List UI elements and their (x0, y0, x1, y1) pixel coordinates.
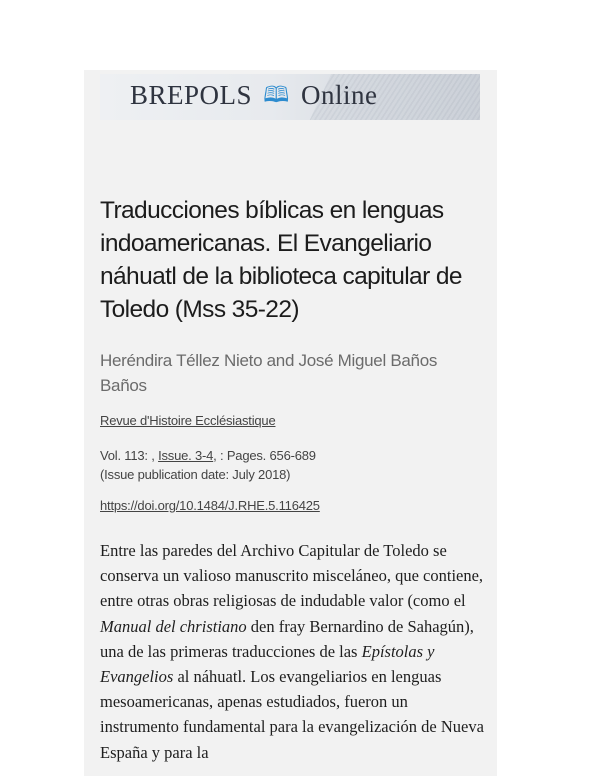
brand-name-left: BREPOLS (130, 80, 253, 110)
article-card (84, 70, 497, 776)
brand-logo (130, 80, 378, 118)
pages-text: , : Pages. 656-689 (213, 448, 316, 463)
abstract-italic-1: Manual del christiano (100, 616, 247, 636)
abstract-part-3: al náhuatl. Los evangeliarios en lenguas mesoamericanas, apenas estudiados, fueron un instrumento fundamental para la evangelización de Nueva España y para la (100, 667, 484, 762)
book-logo-icon: 🕮 (263, 82, 290, 107)
brepols-banner[interactable] (100, 74, 480, 120)
volume-text: Vol. 113: , (100, 448, 159, 463)
article-authors: Heréndira Téllez Nieto and José Miguel Baños Baños (100, 351, 438, 395)
abstract-text (100, 538, 485, 765)
publication-date: (Issue publication date: July 2018) (100, 467, 291, 482)
issue-info (100, 446, 480, 484)
issue-link[interactable]: Issue. 3-4 (158, 448, 214, 463)
abstract-part-2: den fray Bernardino de Sahagún), una de las primeras traducciones de las (100, 616, 474, 661)
journal-link[interactable]: Revue d'Histoire Ecclésiastique (100, 413, 276, 428)
brand-name-right: Online (301, 80, 378, 110)
article-title: Traducciones bíblicas en lenguas indoamericanas. El Evangeliario náhuatl de la biblioteca capitular de Toledo (Mss 35-22) (100, 197, 462, 323)
abstract-part-1: Entre las paredes del Archivo Capitular de Toledo se conserva un valioso manuscrito misceláneo, que contiene, entre otras obras religiosas de indudable valor (como el (100, 541, 484, 611)
doi-link[interactable]: https://doi.org/10.1484/J.RHE.5.116425 (100, 498, 320, 513)
abstract-italic-2: Epístolas y Evangelios (100, 641, 435, 687)
